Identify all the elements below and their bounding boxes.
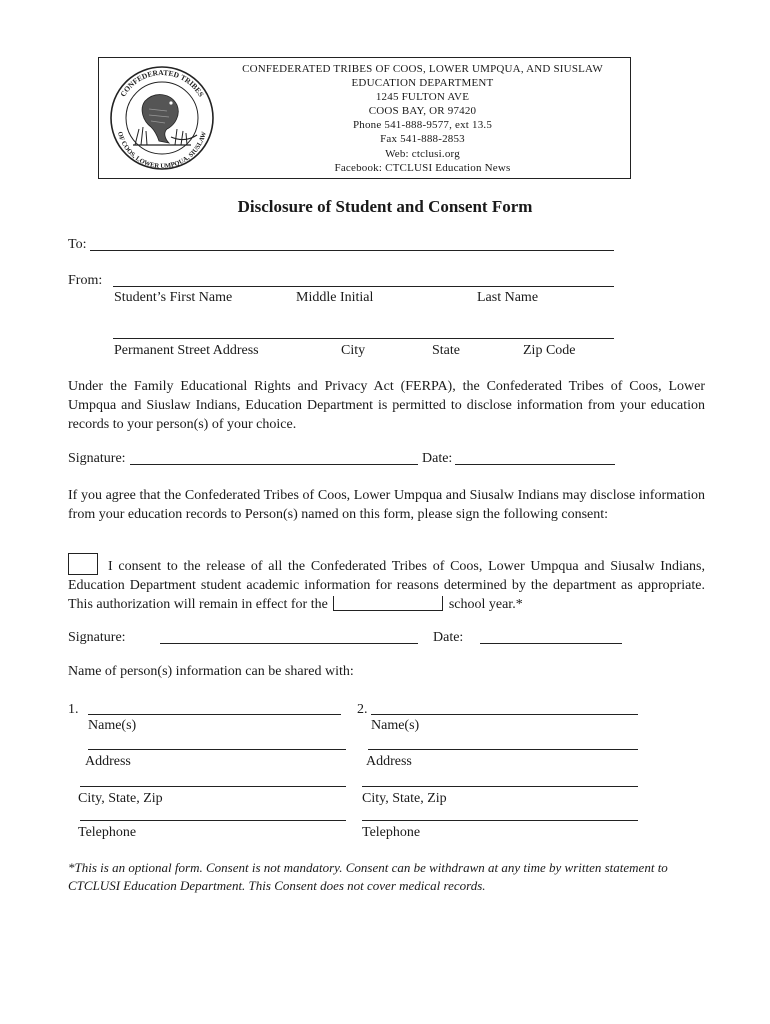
org-name: CONFEDERATED TRIBES OF COOS, LOWER UMPQUA, AND SIUSLAW (242, 63, 603, 75)
city-caption: City (341, 343, 366, 358)
signature-field-2[interactable] (160, 643, 418, 644)
from-label: From: (68, 273, 103, 288)
person-1-address-field[interactable] (88, 749, 346, 750)
consent-paragraph (68, 557, 705, 614)
to-field[interactable] (90, 250, 614, 251)
person-1-number: 1. (68, 702, 79, 717)
state-caption: State (432, 343, 460, 358)
person-2-phone-field[interactable] (362, 820, 638, 821)
fax: Fax 541-888-2853 (380, 133, 465, 146)
date-label-1: Date: (422, 451, 453, 466)
person-2-name-caption: Name(s) (371, 718, 420, 733)
consent-tail: school year.* (448, 597, 523, 612)
signature-label-1: Signature: (68, 451, 126, 466)
zip-caption: Zip Code (523, 343, 576, 358)
consent-text: I consent to the release of all the Confederated Tribes of Coos, Lower Umpqua and Siusalw Indians, Education Department student academic information for reasons determined by the department as appropriate. This authorization will remain in effect for the (68, 559, 705, 612)
signature-field-1[interactable] (130, 464, 418, 465)
ferpa-paragraph: Under the Family Educational Rights and Privacy Act (FERPA), the Confederated Tribes of Coos, Lower Umpqua and Siuslaw Indians, Education Department is permitted to disclose information from your education records to your person(s) of your choice. (68, 379, 705, 432)
school-year-field[interactable] (333, 596, 443, 611)
date-field-1[interactable] (455, 464, 615, 465)
agree-paragraph: If you agree that the Confederated Tribes of Coos, Lower Umpqua and Siusalw Indians may disclose information from your education records to Person(s) named on this form, please sign the following consent: (68, 488, 705, 522)
street: 1245 FULTON AVE (375, 91, 470, 104)
date-label-2: Date: (433, 630, 464, 645)
person-2-address-field[interactable] (368, 749, 638, 750)
facebook: Facebook: CTCLUSI Education News (334, 161, 511, 174)
department: EDUCATION DEPARTMENT (351, 77, 494, 90)
street-caption: Permanent Street Address (114, 343, 259, 358)
person-2-name-field[interactable] (371, 714, 638, 715)
person-2-city-field[interactable] (362, 786, 638, 787)
person-1-name-caption: Name(s) (88, 718, 137, 733)
middle-initial-caption: Middle Initial (296, 290, 374, 305)
signature-label-2: Signature: (68, 630, 126, 645)
last-name-caption: Last Name (477, 290, 539, 305)
person-2-number: 2. (357, 702, 368, 717)
person-1-phone-field[interactable] (80, 820, 346, 821)
web: Web: ctclusi.org (385, 147, 460, 160)
person-1-address-caption: Address (85, 754, 131, 769)
letterhead-text (225, 62, 620, 175)
person-1-city-caption: City, State, Zip (78, 791, 163, 806)
person-2-phone-caption: Telephone (362, 825, 421, 840)
phone: Phone 541-888-9577, ext 13.5 (352, 119, 493, 132)
svg-text:CONFEDERATED TRIBES: CONFEDERATED TRIBES (118, 67, 206, 99)
tribal-seal-logo (105, 63, 219, 173)
to-label: To: (68, 237, 87, 252)
person-1-city-field[interactable] (80, 786, 346, 787)
person-2-address-caption: Address (366, 754, 412, 769)
shared-with-label: Name of person(s) information can be shared with: (68, 664, 354, 679)
person-1-phone-caption: Telephone (78, 825, 137, 840)
person-2-city-caption: City, State, Zip (362, 791, 447, 806)
page-title: Disclosure of Student and Consent Form (237, 197, 533, 216)
person-1-name-field[interactable] (88, 714, 341, 715)
from-name-field[interactable] (113, 286, 614, 287)
footnote: *This is an optional form. Consent is not mandatory. Consent can be withdrawn at any time by written statement to CTCLUSI Education Department. This Consent does not cover medical records. (68, 860, 668, 893)
city-state-zip: COOS BAY, OR 97420 (368, 105, 477, 118)
svg-text:OF COOS, LOWER UMPQUA, SIUSLAW: OF COOS, LOWER UMPQUA, SIUSLAW (115, 130, 209, 171)
date-field-2[interactable] (480, 643, 622, 644)
address-field[interactable] (113, 338, 614, 339)
first-name-caption: Student’s First Name (114, 290, 233, 305)
